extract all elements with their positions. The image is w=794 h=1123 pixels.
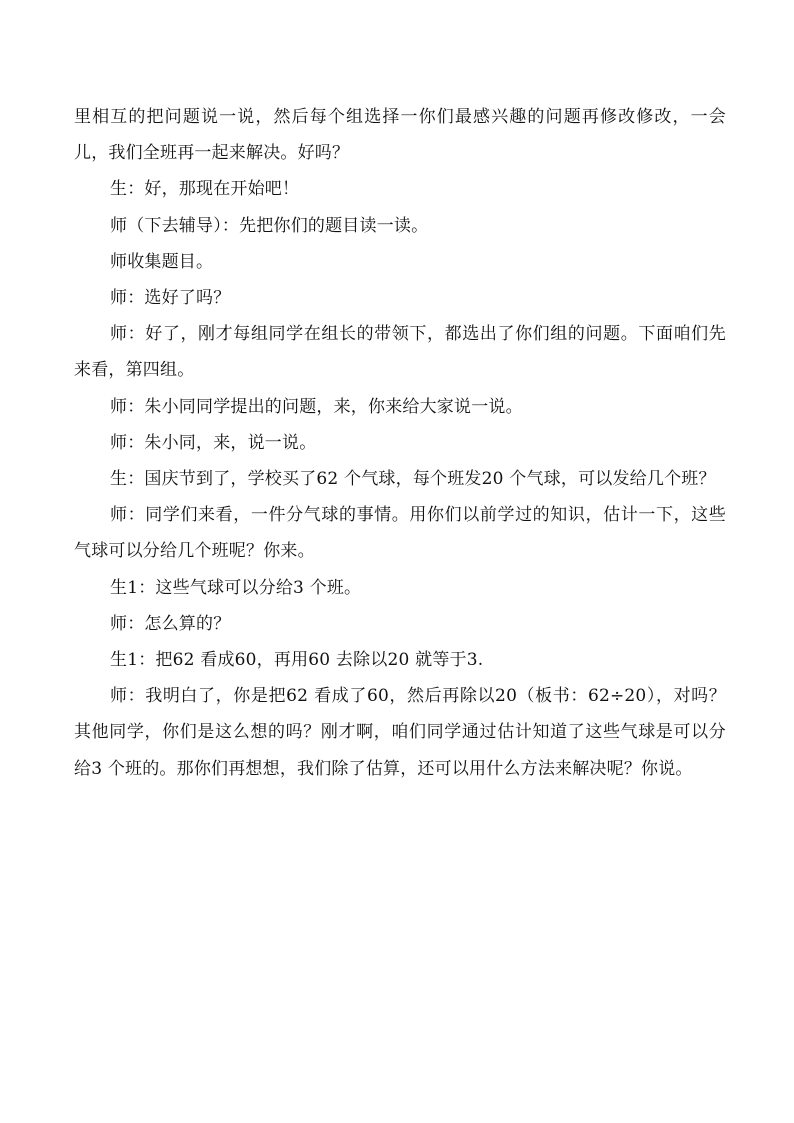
paragraph: 师：同学们来看，一件分气球的事情。用你们以前学过的知识，估计一下，这些气球可以分给几个班呢？你来。 — [74, 505, 726, 562]
paragraph: 生：国庆节到了，学校买了62 个气球，每个班发20 个气球，可以发给几个班？ — [110, 469, 716, 490]
paragraph: 师：朱小同，来，说一说。 — [110, 432, 317, 453]
paragraph: 师：我明白了，你是把62 看成了60，然后再除以20（板书：62÷20），对吗？其他同学，你们是这么想的吗？刚才啊，咱们同学通过估计知道了这些气球是可以分给3 个班的。那你们再想想，我们除了估算，还可以用什么方法来解决呢？你说。 — [74, 686, 726, 779]
paragraph: 里相互的把问题说一说，然后每个组选择一你们最感兴趣的问题再修改修改，一会儿，我们全班再一起来解决。好吗？ — [74, 107, 726, 164]
paragraph: 师：选好了吗？ — [110, 288, 231, 309]
paragraph: 师：好了，刚才每组同学在组长的带领下，都选出了你们组的问题。下面咱们先来看，第四组。 — [74, 324, 726, 381]
document-body — [74, 99, 726, 787]
paragraph: 生1：这些气球可以分给3 个班。 — [110, 577, 362, 598]
paragraph: 师：朱小同同学提出的问题，来，你来给大家说一说。 — [110, 396, 523, 417]
paragraph: 生：好，那现在开始吧！ — [110, 179, 300, 200]
paragraph: 师收集题目。 — [110, 251, 214, 272]
paragraph: 师：怎么算的？ — [110, 613, 231, 634]
paragraph: 师（下去辅导）：先把你们的题目读一读。 — [110, 215, 429, 236]
paragraph: 生1：把62 看成60，再用60 去除以20 就等于3. — [110, 650, 484, 671]
